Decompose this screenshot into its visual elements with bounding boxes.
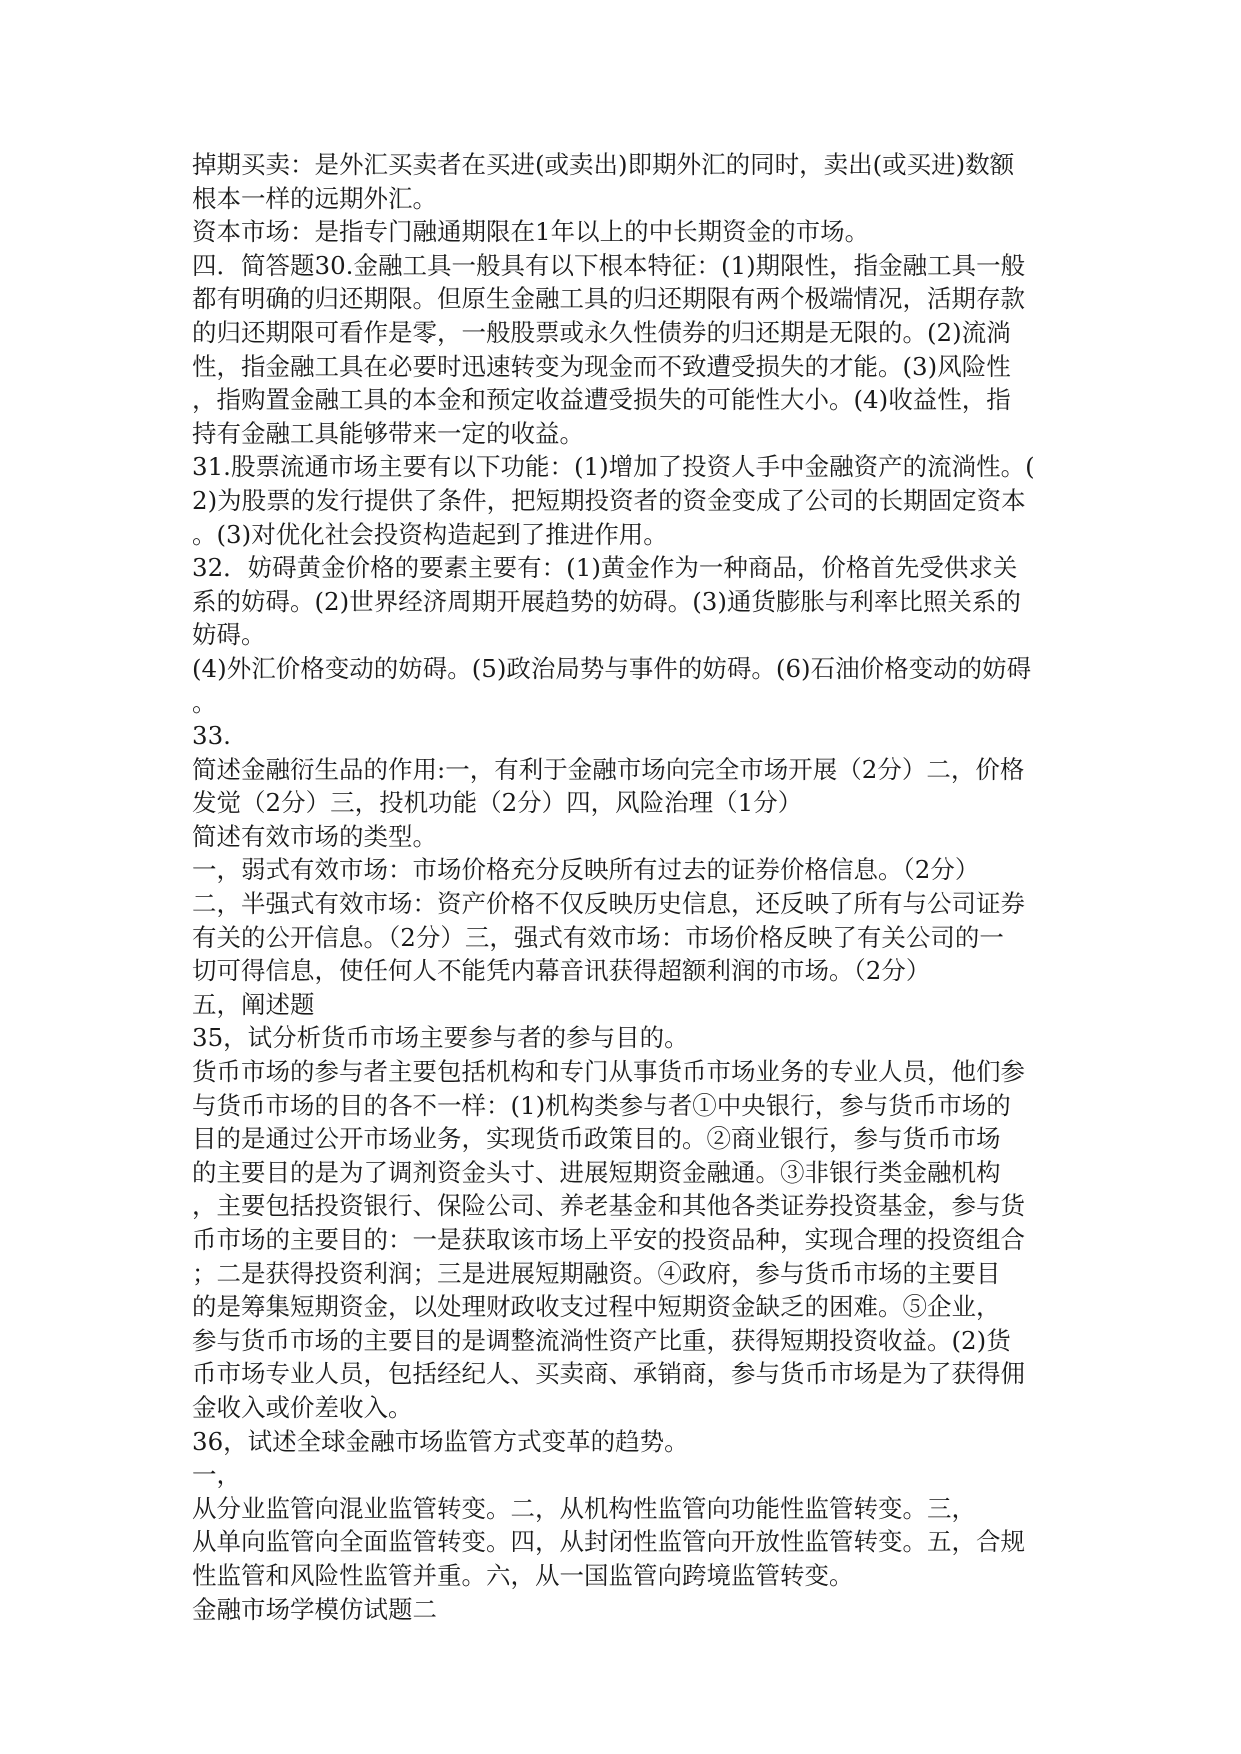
text-line: 金融市场学模仿试题二 xyxy=(192,1594,437,1624)
text-line: 都有明确的归还期限。但原生金融工具的归还期限有两个极端情况，活期存款 xyxy=(192,284,1025,314)
text-line: 系的妨碍。(2)世界经济周期开展趋势的妨碍。(3)通货膨胀与利率比照关系的 xyxy=(192,586,1021,616)
text-line: 切可得信息，使任何人不能凭内幕音讯获得超额利润的市场。（2分） xyxy=(192,956,931,986)
text-line: 资本市场：是指专门融通期限在1年以上的中长期资金的市场。 xyxy=(192,217,870,247)
text-line: 一，弱式有效市场：市场价格充分反映所有过去的证券价格信息。（2分） xyxy=(192,855,980,885)
text-line: 简述金融衍生品的作用:一，有利于金融市场向完全市场开展（2分）二，价格 xyxy=(192,754,1025,784)
text-line: 与货币市场的目的各不一样：(1)机构类参与者①中央银行，参与货币市场的 xyxy=(192,1090,1011,1120)
text-line: 四．简答题30.金融工具一般具有以下根本特征：(1)期限性，指金融工具一般 xyxy=(192,250,1026,280)
text-line: (4)外汇价格变动的妨碍。(5)政治局势与事件的妨碍。(6)石油价格变动的妨碍 xyxy=(192,653,1032,683)
text-line: 性监管和风险性监管并重。六，从一国监管向跨境监管转变。 xyxy=(192,1560,854,1590)
text-line: 32．妨碍黄金价格的要素主要有：(1)黄金作为一种商品，价格首先受供求关 xyxy=(192,553,1018,583)
text-line: 的主要目的是为了调剂资金头寸、进展短期资金融通。③非银行类金融机构 xyxy=(192,1157,1001,1187)
text-line: 根本一样的远期外汇。 xyxy=(192,183,437,213)
text-line: 。 xyxy=(192,687,217,717)
text-line: 性，指金融工具在必要时迅速转变为现金而不致遭受损失的才能。(3)风险性 xyxy=(192,351,1011,381)
text-line: 36，试述全球金融市场监管方式变革的趋势。 xyxy=(192,1426,689,1456)
text-line: 简述有效市场的类型。 xyxy=(192,821,437,851)
text-line: 金收入或价差收入。 xyxy=(192,1392,413,1422)
text-line: 目的是通过公开市场业务，实现货币政策目的。②商业银行，参与货币市场 xyxy=(192,1124,1001,1154)
text-line: 持有金融工具能够带来一定的收益。 xyxy=(192,418,584,448)
text-line: 货币市场的参与者主要包括机构和专门从事货币市场业务的专业人员，他们参 xyxy=(192,1057,1025,1087)
text-line: 从分业监管向混业监管转变。二，从机构性监管向功能性监管转变。三， xyxy=(192,1493,976,1523)
text-line: 从单向监管向全面监管转变。四，从封闭性监管向开放性监管转变。五，合规 xyxy=(192,1527,1025,1557)
text-line: ，指购置金融工具的本金和预定收益遭受损失的可能性大小。(4)收益性，指 xyxy=(192,385,1011,415)
text-line: 参与货币市场的主要目的是调整流淌性资产比重，获得短期投资收益。(2)货 xyxy=(192,1325,1011,1355)
text-line: 币市场的主要目的：一是获取该市场上平安的投资品种，实现合理的投资组合 xyxy=(192,1225,1025,1254)
text-line: 妨碍。 xyxy=(192,620,266,650)
document-body xyxy=(192,148,1062,1626)
text-line: 币市场专业人员，包括经纪人、买卖商、承销商，参与货币市场是为了获得佣 xyxy=(192,1359,1025,1389)
text-line: ，主要包括投资银行、保险公司、养老基金和其他各类证券投资基金，参与货 xyxy=(192,1191,1025,1221)
text-line: 。(3)对优化社会投资构造起到了推进作用。 xyxy=(192,519,668,549)
text-line: 有关的公开信息。（2分）三，强式有效市场：市场价格反映了有关公司的一 xyxy=(192,922,1004,952)
text-line: 33. xyxy=(192,721,231,751)
text-line: ；二是获得投资利润；三是进展短期融资。④政府，参与货币市场的主要目 xyxy=(192,1258,1001,1288)
text-line: 2)为股票的发行提供了条件，把短期投资者的资金变成了公司的长期固定资本 xyxy=(192,485,1026,515)
text-line: 五，阐述题 xyxy=(192,989,315,1019)
text-line: 的归还期限可看作是零，一般股票或永久性债券的归还期是无限的。(2)流淌 xyxy=(192,317,1011,347)
text-line: 31.股票流通市场主要有以下功能：(1)增加了投资人手中金融资产的流淌性。( xyxy=(192,452,1035,482)
text-line: 35，试分析货币市场主要参与者的参与目的。 xyxy=(192,1023,689,1053)
text-line: 二，半强式有效市场：资产价格不仅反映历史信息，还反映了所有与公司证券 xyxy=(192,889,1025,919)
text-line: 一， xyxy=(192,1460,241,1490)
text-line: 发觉（2分）三，投机功能（2分）四，风险治理（1分） xyxy=(192,788,803,818)
text-line: 掉期买卖：是外汇买卖者在买进(或卖出)即期外汇的同时，卖出(或买进)数额 xyxy=(192,150,1015,179)
text-line: 的是筹集短期资金，以处理财政收支过程中短期资金缺乏的困难。⑤企业， xyxy=(192,1292,1001,1322)
